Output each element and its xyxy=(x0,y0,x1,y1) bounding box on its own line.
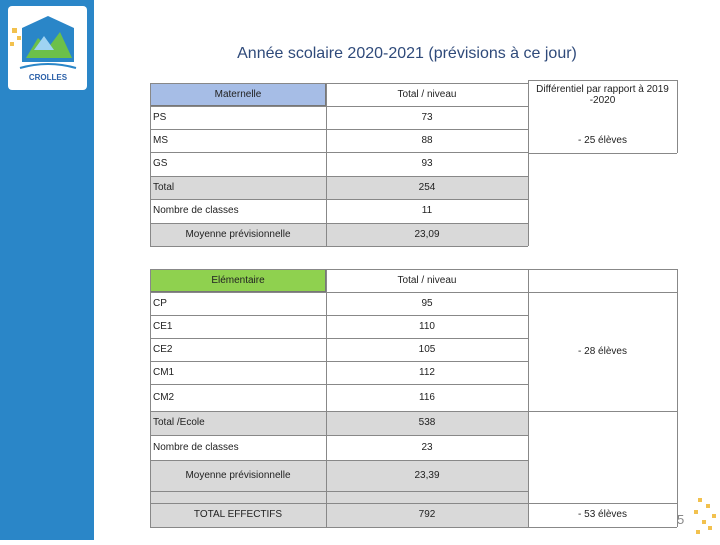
grid-line xyxy=(528,292,677,293)
total-diff-value: - 53 élèves xyxy=(578,509,627,521)
page-number: 5 xyxy=(677,512,685,527)
grid-line xyxy=(150,269,151,527)
grid-line xyxy=(150,315,528,316)
grid-line xyxy=(528,503,677,504)
grid-line xyxy=(150,460,528,461)
grid-line xyxy=(150,83,528,84)
elementaire-row-label: CE2 xyxy=(153,343,173,355)
elementaire-row-value: 112 xyxy=(419,366,435,378)
grid-line xyxy=(150,292,528,293)
maternelle-row-value: 93 xyxy=(421,158,433,170)
maternelle-row-value: 73 xyxy=(421,111,433,123)
grid-line xyxy=(528,411,677,412)
grid-line xyxy=(150,83,151,246)
grid-line xyxy=(150,223,528,224)
grid-line xyxy=(150,435,528,436)
maternelle-row-value: 254 xyxy=(418,181,436,193)
grid-line xyxy=(528,80,677,81)
elementaire-header: Elémentaire xyxy=(150,269,326,292)
logo-text: CROLLES xyxy=(28,73,68,82)
elementaire-row-label: CE1 xyxy=(153,320,173,332)
elementaire-row-label: Total /Ecole xyxy=(153,417,205,429)
maternelle-total-header: Total / niveau xyxy=(397,88,457,100)
elementaire-row-value: 110 xyxy=(419,320,435,332)
elementaire-row-label: CM1 xyxy=(153,366,175,378)
crolles-logo xyxy=(8,6,87,90)
grid-line xyxy=(150,152,528,153)
grid-line xyxy=(150,384,528,385)
elementaire-row-label: TOTAL EFFECTIFS xyxy=(193,509,283,521)
grid-line xyxy=(677,80,678,153)
grid-line xyxy=(528,527,677,528)
grid-line xyxy=(326,269,327,527)
grid-line xyxy=(150,106,528,107)
grid-line xyxy=(150,129,528,130)
maternelle-row-label: MS xyxy=(153,134,168,146)
grid-line xyxy=(150,246,528,247)
grid-line xyxy=(326,83,327,246)
elementaire-row-label: CM2 xyxy=(153,391,175,403)
elementaire-row-value: 23,39 xyxy=(414,469,440,481)
spacer-row xyxy=(150,491,528,503)
grid-line xyxy=(150,411,528,412)
elementaire-row-value: 538 xyxy=(418,417,436,429)
elementaire-total-header: Total / niveau xyxy=(397,274,457,286)
elementaire-diff-value: - 28 élèves xyxy=(578,346,627,358)
maternelle-header: Maternelle xyxy=(150,83,326,106)
grid-line xyxy=(150,527,528,528)
elementaire-row-value: 23 xyxy=(421,441,433,453)
maternelle-diff-value: - 25 élèves xyxy=(578,135,627,147)
elementaire-row-label: Nombre de classes xyxy=(153,441,239,453)
maternelle-row-label: Nombre de classes xyxy=(153,205,239,217)
maternelle-row-label: Moyenne prévisionnelle xyxy=(185,228,291,240)
elementaire-row-value: 792 xyxy=(418,509,436,521)
elementaire-row-label: CP xyxy=(153,297,167,309)
elementaire-row-value: 105 xyxy=(418,343,436,355)
grid-line xyxy=(150,176,528,177)
maternelle-row-value: 23,09 xyxy=(414,228,440,240)
grid-line xyxy=(528,269,529,527)
grid-line xyxy=(528,80,529,246)
grid-line xyxy=(150,338,528,339)
maternelle-row-label: Total xyxy=(153,181,175,193)
maternelle-row-label: GS xyxy=(153,158,168,170)
corner-decoration xyxy=(690,498,720,540)
maternelle-diff-header: Différentiel par rapport à 2019 -2020 xyxy=(536,83,669,106)
grid-line xyxy=(150,361,528,362)
maternelle-row-value: 88 xyxy=(421,134,433,146)
grid-line xyxy=(150,503,528,504)
maternelle-row-value: 11 xyxy=(421,205,433,217)
grid-line xyxy=(150,199,528,200)
elementaire-row-value: 95 xyxy=(421,297,433,309)
page-title: Année scolaire 2020-2021 (prévisions à ce jour) xyxy=(237,45,577,62)
grid-line xyxy=(528,153,677,154)
elementaire-row-label: Moyenne prévisionnelle xyxy=(185,469,291,481)
elementaire-row-value: 116 xyxy=(419,391,435,403)
grid-line xyxy=(150,491,528,492)
grid-line xyxy=(677,269,678,527)
maternelle-row-label: PS xyxy=(153,111,167,123)
grid-line xyxy=(150,269,677,270)
